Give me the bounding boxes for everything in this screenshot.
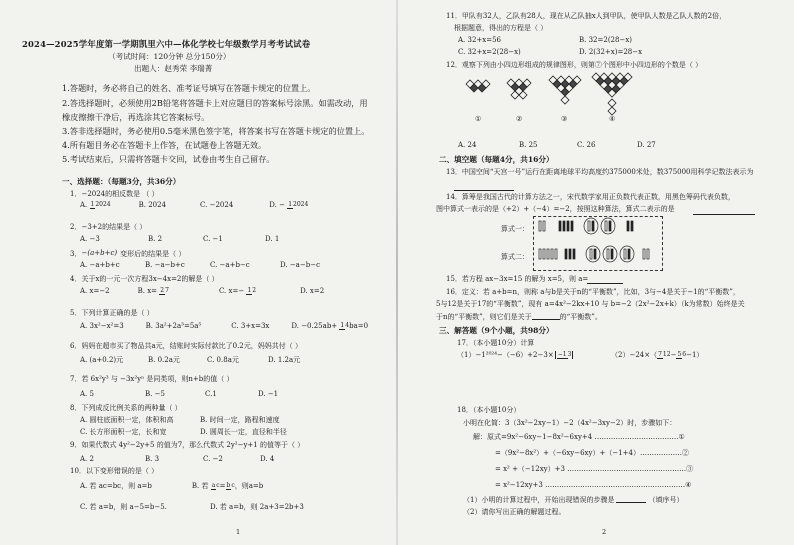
- option-a: A. 24: [458, 141, 477, 149]
- fraction: bc: [226, 482, 235, 489]
- question-14-stem-2: 图中算式一表示的是（+2）+（−4）=−2，按照这种算法，算式二表示的是: [436, 205, 675, 213]
- question-16-stem-2: 5与12是关于17的“平衡数”，现有 a=4x²−2kx+10 与 b=−2（2x²−2x+k）（k为常数）始终是关: [436, 300, 745, 308]
- question-5-options: [80, 322, 368, 330]
- option-d: D. 1: [265, 235, 280, 243]
- question-16-stem-3: 于n的“平衡数”，则它们是关于 的“平衡数”。: [436, 313, 602, 321]
- option-d: D. −0.25ab+ 14ba=0: [291, 322, 369, 330]
- option-d: D. 若 a=b，则 2a+3=2b+3: [210, 503, 304, 511]
- question-2-stem: 2．−3+2的结果是（ ）: [70, 223, 147, 231]
- option-c: C. 长方形面积一定，长和宽: [80, 428, 167, 436]
- option-c: C. −1: [203, 235, 223, 243]
- question-6-stem: 6．妈妈在超市买了物品共a元，结账时实际付款比了0.2元，妈妈共付（ ）: [70, 342, 302, 350]
- rod-label-1: 算式一：: [501, 225, 529, 233]
- solution-step: 解：原式=9x²−6xy−1−8x²−6xy+4 ………………………………①: [473, 433, 685, 441]
- option-d: D. −a−b−c: [280, 261, 320, 269]
- notice-line: 3.答非选择题时，务必使用0.5毫米黑色签字笔，将答案书写在答题卡规定的位置上。: [62, 126, 370, 136]
- option-b: B. −5: [145, 390, 165, 398]
- option-a: A. 3x²−x²=3: [80, 322, 124, 330]
- question-14-stem: 14．算筹是我国古代的计算方法之一，宋代数学家用正负数代表正数，用黑色筹码代表负数，: [446, 193, 735, 201]
- question-8-stem: 8．下列成反比例关系的两种量（ ）: [70, 404, 182, 412]
- option-b: B. 25: [519, 141, 538, 149]
- pattern-figure-1: [463, 77, 493, 107]
- absolute-value: [555, 351, 574, 359]
- notice-line: 1.答题时，务必将自己的姓名、准考证号填写在答题卡规定的位置上。: [62, 83, 316, 93]
- exam-title: 2024—2025学年度第一学期凯里六中—体化学校七年级数学月考考试试卷: [22, 39, 311, 49]
- fraction: −13: [557, 351, 572, 358]
- counting-rod-diagram: [533, 216, 663, 270]
- answer-blank[interactable]: [616, 495, 646, 503]
- question-4-options: [80, 287, 324, 295]
- notice-line: 橡皮擦擦干净后，再选涂其它答案标号。: [62, 112, 210, 122]
- question-16-stem: 16．定义：若 a+b=n，则称 a与b是关于n的“平衡数”，比如，3与−4是关于−1的“平衡数”，: [446, 288, 740, 296]
- option-a: A. 32+x=56: [458, 36, 501, 44]
- option-b: B. −a−b+c: [145, 261, 185, 269]
- option-c: C. x=− 12: [218, 287, 257, 295]
- question-17-part-1: （1）−1²⁰²⁴−（−6）+2−3× −13: [457, 351, 572, 359]
- solution-step: =（9x²−8x²）+（−6xy−6xy）+（−1+4）………………②: [495, 449, 689, 457]
- fraction: 712: [658, 351, 671, 358]
- fraction: 27: [160, 287, 169, 294]
- question-7-stem: 7．若 6x²y³ 与 −3x²yⁿ 是同类项，则n+b的值（ ）: [70, 375, 234, 383]
- question-12-stem: 12．观察下列由小四边形组成的规律图形，则第⑦个图形中小四边形的个数是（ ）: [446, 61, 703, 69]
- figure-label-3: ③: [561, 115, 568, 123]
- fraction: 12024: [90, 201, 111, 208]
- fraction: ac: [211, 482, 220, 489]
- option-d: D. 27: [637, 141, 656, 149]
- option-d: D. 圆周长一定，直径和半径: [200, 428, 287, 436]
- option-b: B. x= 27: [137, 287, 169, 295]
- figure-label-4: ④: [609, 115, 616, 123]
- page-number: 1: [236, 528, 241, 536]
- fraction: 12024: [288, 201, 309, 208]
- option-c: C. 32+x=2(28−x): [458, 48, 521, 56]
- answer-blank[interactable]: [587, 276, 623, 284]
- pattern-figure-3: [545, 72, 585, 112]
- answer-blank[interactable]: [454, 183, 514, 191]
- option-c: C.1: [205, 390, 217, 398]
- option-b: B. 0.2a元: [148, 356, 180, 364]
- fraction: 56: [677, 351, 687, 358]
- question-13-stem: 13．中国空间“天宫一号”运行在距离地球平均高度约375000米处，数375000用科学记数法表示为: [446, 168, 754, 176]
- question-10-stem: 10．以下变形错误的是（ ）: [70, 467, 159, 475]
- option-d: D. 4: [260, 455, 275, 463]
- question-17-stem: 17．（本小题10分）计算: [457, 339, 535, 347]
- exam-authors: 出题人：赵秀荣 李瑞菁: [134, 64, 213, 73]
- section-choice-title: 一、选择题：（每题3分，共36分）: [62, 177, 181, 186]
- pattern-figure-4: [589, 70, 635, 118]
- question-18-intro: 小明在化简：3（3x²−2xy−1）−2（4x²−3xy−2）时，步骤如下：: [463, 419, 677, 427]
- solution-step: = x² +（−12xy）+3 ……………………………………………③: [495, 465, 694, 473]
- question-17-part-2: （2）−24×（ 712 − 56 −1）: [611, 351, 704, 359]
- question-4-stem: 4．关于x的一元一次方程3x−4x=2的解是（ ）: [70, 275, 219, 283]
- question-5-stem: 5．下列计算正确的是（ ）: [70, 309, 154, 317]
- notice-line: 4.所有题目务必在答题卡上作答，在试题卷上答题无效。: [62, 140, 267, 150]
- section-fill-title: 二、填空题（每题4分，共16分）: [439, 155, 554, 164]
- question-11-stem: 11．甲队有32人，乙队有28人，现在从乙队抽x人到甲队，使甲队人数是乙队人数的2倍，: [446, 12, 727, 20]
- option-d: D. −1: [258, 390, 279, 398]
- figure-label-1: ①: [475, 115, 482, 123]
- option-b: B. 3: [145, 455, 160, 463]
- option-c: C. −2024: [200, 201, 234, 209]
- option-a: A. −a+b+c: [80, 261, 120, 269]
- option-d: D. − 12024: [269, 201, 309, 209]
- question-18-part-1: （1）小明的计算过程中，开始出现错误的步骤是 （填序号）: [463, 496, 684, 504]
- solution-step: = x²−12xy+3 ……………………………………………………④: [495, 481, 692, 489]
- option-b: B. 2024: [138, 201, 167, 209]
- option-a: A. (a+0.2)元: [80, 356, 124, 364]
- question-11-stem-2: 根据题意，得出的方程是（ ）: [454, 24, 548, 32]
- page-number: 2: [602, 528, 607, 536]
- option-a: A. 2: [80, 455, 94, 463]
- question-1-stem: 1．−2024的相反数是 （ ）: [70, 190, 159, 198]
- option-d: D. 1.2a元: [268, 356, 301, 364]
- figure-label-2: ②: [516, 115, 523, 123]
- question-18-part-2: （2）请你写出正确的解题过程。: [463, 508, 566, 516]
- option-c: C. 26: [577, 141, 596, 149]
- answer-blank[interactable]: [532, 312, 560, 320]
- question-1-options: [80, 201, 308, 209]
- fraction: 14: [340, 322, 350, 329]
- section-solve-title: 三、解答题（9个小题，共98分）: [439, 326, 554, 335]
- option-a: A. x=−2: [80, 287, 110, 295]
- question-10-options-ab: [80, 481, 263, 491]
- option-a: A. 5: [80, 390, 94, 398]
- option-b: B. 2: [148, 235, 163, 243]
- question-3-stem: 3． −(a+b+c) 变形后的结果是（ ）: [70, 249, 186, 258]
- option-b: B. 3a²+2a³=5a⁵: [145, 322, 202, 330]
- exam-page-2: [397, 0, 794, 545]
- question-9-stem: 9．如果代数式 4y²−2y+5 的值为7，那么代数式 2y²−y+1 的值等于（ ）: [70, 441, 305, 449]
- option-d: D. 2(32+x)=28−x: [579, 48, 643, 56]
- pattern-figure-2: [503, 75, 537, 109]
- answer-blank[interactable]: [693, 207, 755, 215]
- option-b: B. 时间一定，路程和速度: [200, 416, 280, 424]
- option-c: C. 3+x=3x: [231, 322, 270, 330]
- question-18-stem: 18．（本小题10分）: [457, 406, 521, 414]
- option-a: A. 圆柱底面积一定，体积和高: [80, 416, 174, 424]
- question-15-stem: 15．若方程 ax−3x=15 的解为 x=5，则 a=: [446, 275, 589, 283]
- rod-label-2: 算式二：: [501, 253, 529, 261]
- option-b: B. 32=2(28−x): [579, 36, 633, 44]
- option-a: A. 若 ac=bc，则 a=b: [80, 482, 152, 490]
- option-b: B. 若 ac=bc，则a=b: [191, 482, 264, 490]
- option-c: C. 若 a=b，则 a−5=b−5.: [80, 503, 167, 511]
- option-c: C. 0.8a元: [207, 356, 239, 364]
- fraction: 12: [247, 287, 257, 294]
- option-d: D. x=2: [300, 287, 325, 295]
- option-c: C. −2: [203, 455, 223, 463]
- notice-line: 5.考试结束后，只需将答题卡交回，试卷由考生自己留存。: [62, 154, 275, 164]
- option-c: C. −a+b−c: [210, 261, 250, 269]
- exam-meta: （考试时间：120分钟 总分150分）: [108, 52, 231, 61]
- option-a: A. −3: [80, 235, 100, 243]
- notice-line: 2.答选择题时，必须使用2B铅笔将答题卡上对应题目的答案标号涂黑。如需改动，用: [62, 98, 368, 108]
- option-a: A. 12024: [80, 201, 111, 209]
